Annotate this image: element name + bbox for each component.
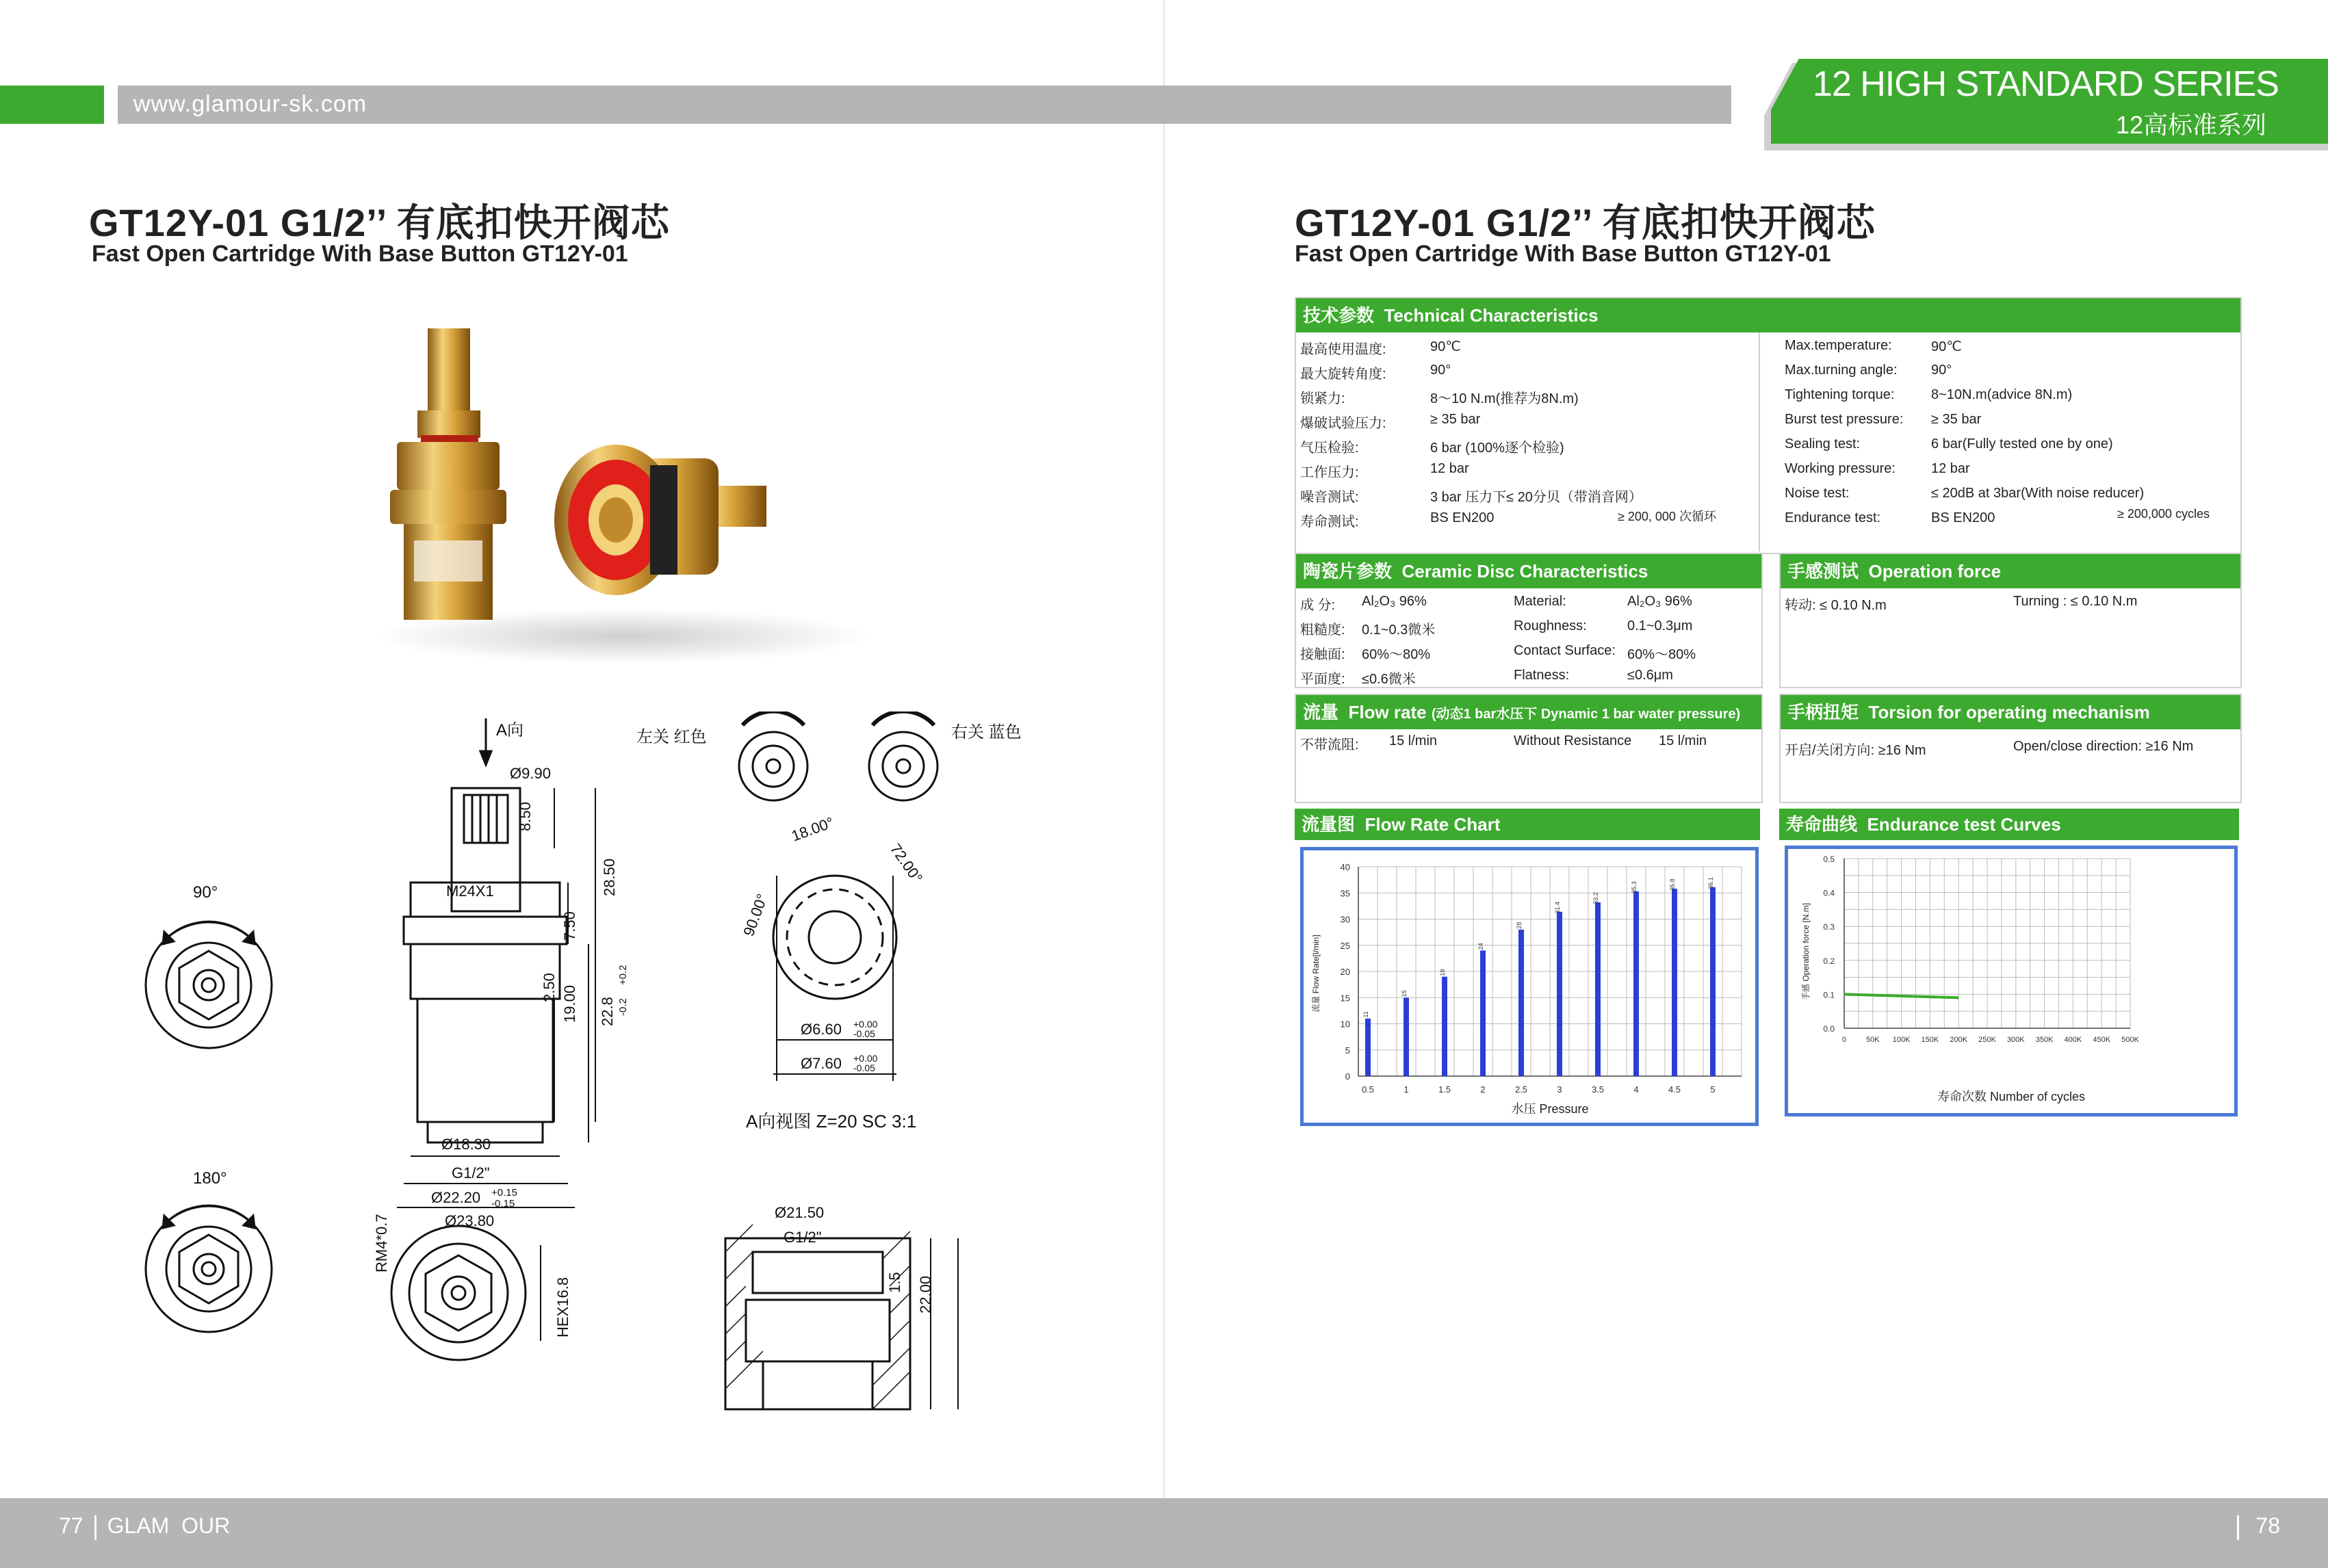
endurance-chart-header-wrap: [1779, 809, 2239, 840]
tech-cn-label: 噪音测试:: [1300, 490, 1359, 505]
bar-value-label: 33.2: [1592, 892, 1599, 904]
dim-label: 90.00°: [740, 891, 771, 939]
tech-en-label: Tightening torque:: [1785, 387, 1895, 402]
view-a-label: A向视图 Z=20 SC 3:1: [746, 1111, 917, 1132]
flow-bar: [1404, 997, 1409, 1076]
flow-head-note: (动态1 bar水压下 Dynamic 1 bar water pressure): [1431, 707, 1741, 722]
bar-value-label: 11: [1362, 1011, 1369, 1018]
dim-label: Ø22.20: [431, 1189, 481, 1206]
flow-rate-chart: [1304, 850, 1755, 1123]
bar-value-label: 36.1: [1707, 877, 1714, 889]
x-tick-label: 150K: [1921, 1036, 1939, 1044]
dim-label: 7.50: [561, 911, 578, 941]
x-tick-label: 0.5: [1361, 1084, 1375, 1095]
flow-panel-header: [1296, 695, 1761, 729]
x-tick-label: 2.5: [1514, 1084, 1528, 1095]
series-title-en: 12 HIGH STANDARD SERIES: [1812, 64, 2279, 104]
tech-cn-value: ≥ 35 bar: [1430, 412, 1481, 427]
y-tick-label: 0.1: [1823, 990, 1835, 1000]
right-page-title: GT12Y-01 G1/2’’ 有底扣快开阀芯: [1295, 201, 1876, 244]
dim-label: G1/2": [452, 1164, 490, 1181]
tech-en-value: 90℃: [1931, 339, 1962, 354]
dim-label: 8.50: [517, 802, 534, 831]
dim-label: +0.00: [853, 1019, 878, 1030]
flow-bar: [1365, 1019, 1371, 1076]
dim-label: Ø6.60: [801, 1021, 842, 1038]
y-axis-label: 流量 Flow Rate[l/min]: [1311, 935, 1321, 1012]
ceramic-head-cn: 陶瓷片参数: [1303, 561, 1393, 582]
tech-en-label: Max.temperature:: [1785, 338, 1892, 353]
label-a-direction: A向: [496, 721, 524, 740]
bar-value-label: 15: [1401, 990, 1408, 997]
y-tick-label: 0.2: [1823, 956, 1835, 966]
x-tick-label: 100K: [1892, 1036, 1911, 1044]
flow-en-label: Without Resistance: [1514, 733, 1632, 748]
y-tick-label: 0.3: [1823, 922, 1835, 932]
torsion-head-en: Torsion for operating mechanism: [1868, 702, 2150, 722]
torsion-cn: 开启/关闭方向: ≥16 Nm: [1785, 743, 1926, 758]
ceramic-cell: ≤0.6微米: [1362, 672, 1416, 687]
flow-head-en: Flow rate: [1348, 702, 1427, 722]
x-tick-label: 250K: [1978, 1036, 1996, 1044]
tech-cn-value: 12 bar: [1430, 461, 1469, 476]
dim-label: +0.2: [617, 965, 629, 985]
dim-label: +0.00: [853, 1053, 878, 1064]
tech-cn-value: 90°: [1430, 363, 1451, 378]
x-tick-label: 350K: [2035, 1036, 2054, 1044]
ceramic-cell: 粗糙度:: [1300, 623, 1345, 638]
x-axis-label: 水压 Pressure: [1511, 1102, 1589, 1116]
ceramic-cell: 成 分:: [1300, 598, 1336, 613]
tech-cn-label: 气压检验:: [1300, 441, 1359, 456]
technical-drawing: [116, 711, 1074, 1416]
flow-cn-value: 15 l/min: [1389, 733, 1438, 748]
dim-label: 22.8: [599, 997, 616, 1026]
x-tick-label: 0: [1841, 1036, 1847, 1044]
flow-chart-header: [1295, 809, 1760, 840]
endurance-chart: [1788, 849, 2234, 1113]
x-tick-label: 50K: [1866, 1036, 1880, 1044]
dim-label: G1/2": [784, 1229, 822, 1246]
dim-label: Ø9.90: [510, 765, 551, 782]
x-tick-label: 2: [1480, 1084, 1486, 1095]
dim-label: RM4*0.7: [373, 1214, 390, 1272]
tech-cn-label: 锁紧力:: [1300, 391, 1345, 406]
endurance-chart-box: [1785, 846, 2238, 1116]
dim-label: +0.15: [491, 1187, 517, 1199]
ceramic-panel-header: [1296, 554, 1761, 588]
tech-cn-value: 6 bar (100%逐个检验): [1430, 441, 1564, 456]
dim-label: 19.00: [561, 984, 578, 1023]
product-photo: [328, 315, 890, 670]
endurance-line: [1844, 994, 1958, 997]
x-tick-label: 400K: [2064, 1036, 2082, 1044]
dim-label: -0.05: [853, 1028, 875, 1039]
x-tick-label: 3: [1557, 1084, 1562, 1095]
label-90-deg: 90°: [193, 883, 218, 902]
torsion-panel: [1779, 694, 2242, 803]
tech-cn-label: 工作压力:: [1300, 465, 1359, 480]
tech-head-cn: 技术参数: [1303, 305, 1375, 326]
dim-label: Ø21.50: [775, 1204, 825, 1221]
label-close-blue: 右关 蓝色: [951, 723, 1022, 742]
x-tick-label: 1: [1404, 1084, 1409, 1095]
x-tick-label: 300K: [2006, 1036, 2025, 1044]
tech-en-label: Sealing test:: [1785, 436, 1861, 452]
x-tick-label: 1.5: [1438, 1084, 1451, 1095]
tech-life-cn: ≥ 200, 000 次循环: [1618, 510, 1716, 523]
tech-en-label: Max.turning angle:: [1785, 363, 1898, 378]
dim-label: 2.50: [541, 973, 558, 1002]
ceramic-cell: ≤0.6μm: [1627, 668, 1673, 683]
right-page-subtitle: Fast Open Cartridge With Base Button GT12Y-01: [1295, 241, 1831, 267]
ceramic-head-en: Ceramic Disc Characteristics: [1401, 561, 1648, 582]
ceramic-cell: Material:: [1514, 594, 1566, 609]
tech-cn-label: 最大旋转角度:: [1300, 367, 1386, 382]
tech-head-en: Technical Characteristics: [1384, 305, 1599, 326]
dim-label: Ø23.80: [445, 1212, 495, 1229]
endurance-chart-header: [1779, 809, 2239, 840]
x-tick-label: 4: [1633, 1084, 1639, 1095]
dim-label: HEX16.8: [554, 1277, 571, 1337]
flow-en-value: 15 l/min: [1659, 733, 1707, 748]
operation-en: Turning : ≤ 0.10 N.m: [2013, 594, 2138, 609]
x-tick-label: 450K: [2093, 1036, 2111, 1044]
dim-label: -0.15: [491, 1198, 515, 1210]
page-number-right: 78: [2255, 1513, 2280, 1538]
ceramic-cell: 平面度:: [1300, 672, 1345, 687]
ceramic-cell: Contact Surface:: [1514, 643, 1616, 658]
y-tick-label: 25: [1340, 940, 1350, 951]
dim-label: Ø18.30: [441, 1136, 491, 1153]
torsion-en: Open/close direction: ≥16 Nm: [2013, 739, 2194, 754]
flow-cn-label: 不带流阻:: [1300, 737, 1359, 753]
torsion-head-cn: 手柄扭矩: [1787, 702, 1859, 722]
endurance-chart-head-cn: 寿命曲线: [1786, 814, 1858, 835]
ceramic-cell: 60%～80%: [1627, 647, 1696, 662]
tech-cn-value: BS EN200: [1430, 510, 1495, 525]
x-tick-label: 3.5: [1591, 1084, 1605, 1095]
series-title-cn: 12高标准系列: [2115, 111, 2266, 139]
flow-panel: [1295, 694, 1763, 803]
dim-label: -0.05: [853, 1062, 875, 1073]
tech-en-label: Working pressure:: [1785, 461, 1896, 476]
flow-chart-head-cn: 流量图: [1302, 814, 1356, 835]
x-tick-label: 500K: [2121, 1036, 2139, 1044]
ceramic-cell: Al₂O₃ 96%: [1362, 594, 1427, 609]
footer-right: [2221, 1513, 2280, 1540]
dim-label: 18.00°: [789, 813, 836, 845]
operation-panel: [1779, 553, 2242, 688]
flow-bar: [1557, 912, 1562, 1076]
flow-head-cn: 流量: [1303, 702, 1339, 722]
ceramic-cell: Al₂O₃ 96%: [1627, 594, 1692, 609]
tech-cn-value: 8～10 N.m(推荐为8N.m): [1430, 391, 1579, 406]
dim-label: 1.5: [886, 1272, 903, 1293]
tech-en-value: 8~10N.m(advice 8N.m): [1931, 387, 2073, 402]
tech-panel: [1295, 297, 2242, 554]
bar-value-label: 35.3: [1631, 881, 1638, 893]
tech-cn-label: 寿命测试:: [1300, 514, 1359, 530]
tech-en-value: ≥ 35 bar: [1931, 412, 1982, 427]
dim-label: Ø7.60: [801, 1055, 842, 1072]
y-tick-label: 15: [1340, 993, 1350, 1004]
endurance-chart-head-en: Endurance test Curves: [1867, 814, 2061, 835]
operation-head-cn: 手感测试: [1787, 561, 1859, 582]
bar-value-label: 24: [1477, 943, 1484, 950]
ceramic-panel: [1295, 553, 1763, 688]
y-tick-label: 30: [1340, 914, 1350, 925]
tech-cn-value: 3 bar 压力下≤ 20分贝（带消音网）: [1430, 490, 1642, 505]
flow-bar: [1480, 950, 1486, 1076]
y-tick-label: 0: [1345, 1071, 1350, 1082]
operation-cn: 转动: ≤ 0.10 N.m: [1785, 598, 1887, 613]
dim-label: M24X1: [446, 883, 494, 900]
flow-bar: [1710, 887, 1716, 1076]
ceramic-cell: 0.1~0.3微米: [1362, 623, 1436, 638]
y-tick-label: 0.4: [1823, 888, 1835, 898]
tech-en-value: 6 bar(Fully tested one by one): [1931, 436, 2113, 452]
flow-bar: [1595, 902, 1601, 1076]
site-url[interactable]: www.glamour-sk.com: [133, 91, 367, 117]
operation-panel-header: [1781, 554, 2240, 588]
tech-en-value: BS EN200: [1931, 510, 1995, 525]
bar-value-label: 35.8: [1669, 878, 1676, 891]
flow-chart-header-wrap: [1295, 809, 1760, 840]
flow-chart-box: [1300, 847, 1759, 1126]
x-tick-label: 5: [1710, 1084, 1716, 1095]
tech-panel-header: [1296, 298, 2240, 332]
ceramic-cell: 0.1~0.3μm: [1627, 618, 1693, 633]
left-page-title: GT12Y-01 G1/2’’ 有底扣快开阀芯: [89, 201, 670, 244]
y-tick-label: 10: [1340, 1019, 1350, 1030]
tech-en-value: 90°: [1931, 363, 1952, 378]
flow-bar: [1672, 889, 1677, 1076]
tech-en-value: 12 bar: [1931, 461, 1970, 476]
y-tick-label: 40: [1340, 862, 1350, 872]
flow-bar: [1518, 930, 1524, 1076]
dim-label: 28.50: [601, 858, 618, 896]
tech-en-value: ≤ 20dB at 3bar(With noise reducer): [1931, 486, 2145, 501]
tech-en-label: Endurance test:: [1785, 510, 1881, 525]
page-spine: [1163, 0, 1165, 1568]
ceramic-cell: Roughness:: [1514, 618, 1587, 633]
tech-cn-label: 最高使用温度:: [1300, 342, 1386, 357]
x-tick-label: 200K: [1950, 1036, 1968, 1044]
tech-life-en: ≥ 200,000 cycles: [2117, 507, 2210, 521]
footer-left: [59, 1513, 230, 1540]
bar-value-label: 28: [1516, 922, 1523, 929]
x-axis-label: 寿命次数 Number of cycles: [1937, 1090, 2086, 1103]
bar-value-label: 31.4: [1554, 902, 1561, 914]
flow-bar: [1442, 977, 1447, 1076]
label-close-red: 左关 红色: [636, 728, 707, 746]
footer-bar: [0, 1498, 2328, 1568]
page-number-left: 77: [59, 1513, 83, 1538]
operation-head-en: Operation force: [1868, 561, 2002, 582]
flow-bar: [1633, 891, 1639, 1076]
ceramic-cell: 接触面:: [1300, 647, 1345, 662]
flow-chart-head-en: Flow Rate Chart: [1365, 814, 1501, 835]
dim-label: 72.00°: [886, 840, 927, 887]
dim-label: -0.2: [617, 998, 629, 1016]
tech-cn-label: 爆破试验压力:: [1300, 416, 1386, 431]
y-tick-label: 20: [1340, 967, 1350, 977]
y-axis-label: 手感 Operation force [N.m]: [1801, 902, 1811, 1001]
y-tick-label: 35: [1340, 888, 1350, 899]
y-tick-label: 5: [1345, 1045, 1350, 1056]
footer-brand: GLAM OUR: [107, 1513, 231, 1538]
label-180-deg: 180°: [193, 1169, 227, 1188]
y-tick-label: 0.0: [1823, 1024, 1835, 1034]
footer-separator: [2237, 1515, 2239, 1540]
footer-separator: [94, 1515, 96, 1540]
ceramic-cell: 60%～80%: [1362, 647, 1431, 662]
torsion-panel-header: [1781, 695, 2240, 729]
x-tick-label: 4.5: [1668, 1084, 1681, 1095]
header-green-tab: [0, 86, 104, 124]
y-tick-label: 0.5: [1823, 854, 1835, 864]
dim-label: 22.00: [917, 1275, 934, 1314]
ceramic-cell: Flatness:: [1514, 668, 1570, 683]
left-page-subtitle: Fast Open Cartridge With Base Button GT12Y-01: [92, 241, 628, 267]
tech-en-label: Burst test pressure:: [1785, 412, 1904, 427]
tech-en-label: Noise test:: [1785, 486, 1850, 501]
bar-value-label: 19: [1439, 969, 1446, 976]
tech-cn-value: 90℃: [1430, 339, 1461, 354]
